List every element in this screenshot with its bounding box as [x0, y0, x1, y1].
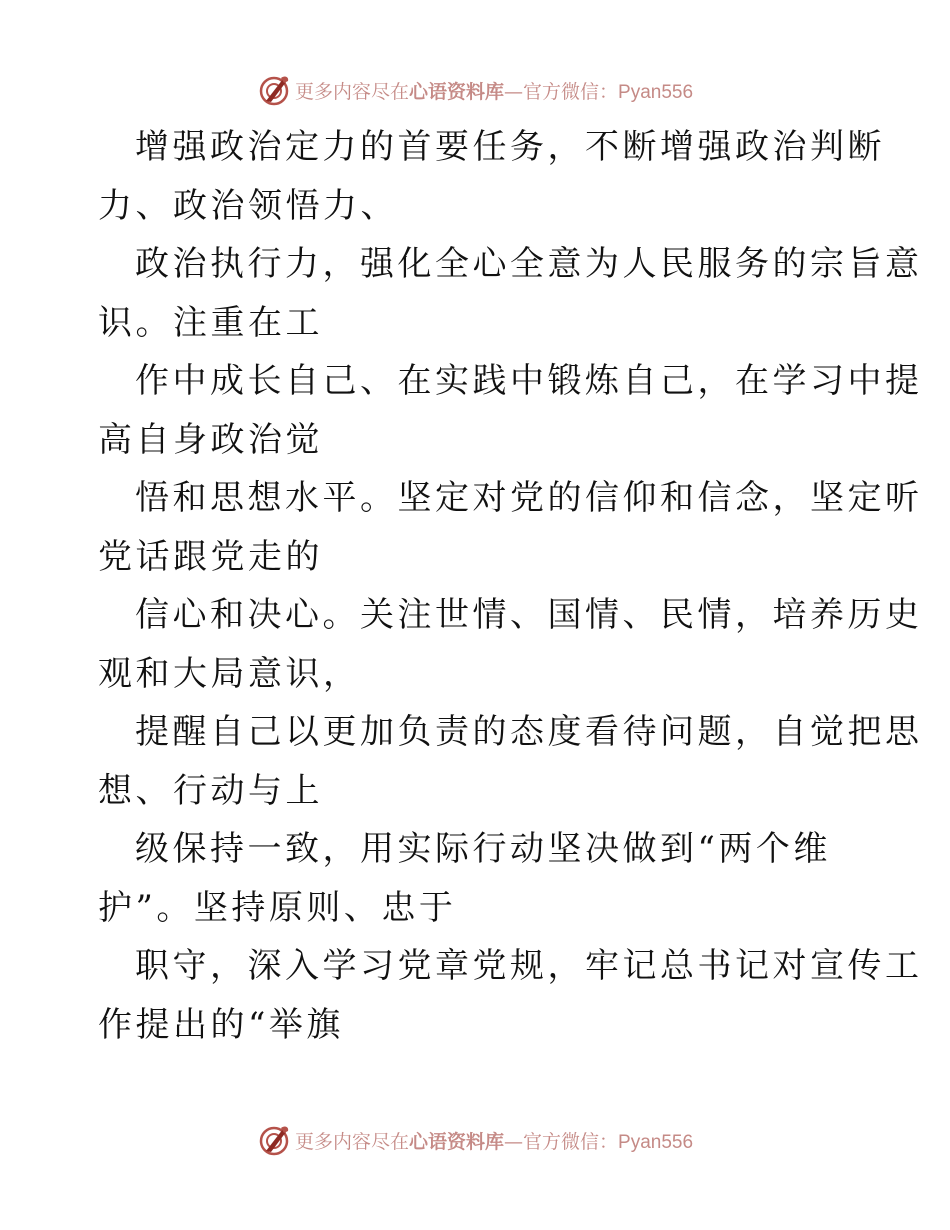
- watermark-library: 心语资料库: [408, 80, 504, 103]
- footer-watermark: [0, 1120, 950, 1160]
- text-line: 职守，深入学习党章党规，牢记总书记对宣传工: [135, 946, 923, 986]
- text-line: 增强政治定力的首要任务，不断增强政治判断: [135, 127, 885, 167]
- watermark-library: 心语资料库: [408, 1130, 504, 1153]
- watermark-prefix: 更多内容尽在: [294, 80, 409, 103]
- text-line: 识。注重在工: [98, 302, 323, 343]
- quill-logo-icon: [257, 1123, 291, 1157]
- watermark-wechat-id: Pyan556: [618, 1131, 694, 1153]
- text-line: 观和大局意识，: [98, 653, 361, 694]
- text-line: 想、行动与上: [98, 770, 323, 811]
- header-watermark: [0, 70, 950, 110]
- text-line: 级保持一致，用实际行动坚决做到“两个维: [135, 829, 831, 869]
- watermark-text: [295, 77, 693, 104]
- text-line: 党话跟党走的: [98, 536, 323, 577]
- watermark-label: 官方微信：: [523, 80, 619, 103]
- text-line: 悟和思想水平。坚定对党的信仰和信念，坚定听: [135, 478, 923, 518]
- text-line: 高自身政治觉: [98, 419, 323, 460]
- watermark-prefix: 更多内容尽在: [294, 1130, 409, 1153]
- document-body: [98, 118, 923, 1054]
- quill-logo-icon: [257, 73, 291, 107]
- watermark-wechat-id: Pyan556: [618, 81, 694, 103]
- text-line: 力、政治领悟力、: [98, 185, 398, 226]
- text-line: 信心和决心。关注世情、国情、民情，培养历史: [135, 595, 923, 635]
- text-line: 作中成长自己、在实践中锻炼自己，在学习中提: [135, 361, 923, 401]
- watermark-text: [295, 1127, 693, 1154]
- text-line: 政治执行力，强化全心全意为人民服务的宗旨意: [135, 244, 923, 284]
- watermark-separator: —: [504, 80, 523, 103]
- watermark-separator: —: [504, 1130, 523, 1153]
- text-line: 提醒自己以更加负责的态度看待问题，自觉把思: [135, 712, 923, 752]
- watermark-label: 官方微信：: [523, 1130, 619, 1153]
- text-line: 作提出的“举旗: [98, 1004, 344, 1045]
- text-line: 护”。坚持原则、忠于: [98, 887, 457, 928]
